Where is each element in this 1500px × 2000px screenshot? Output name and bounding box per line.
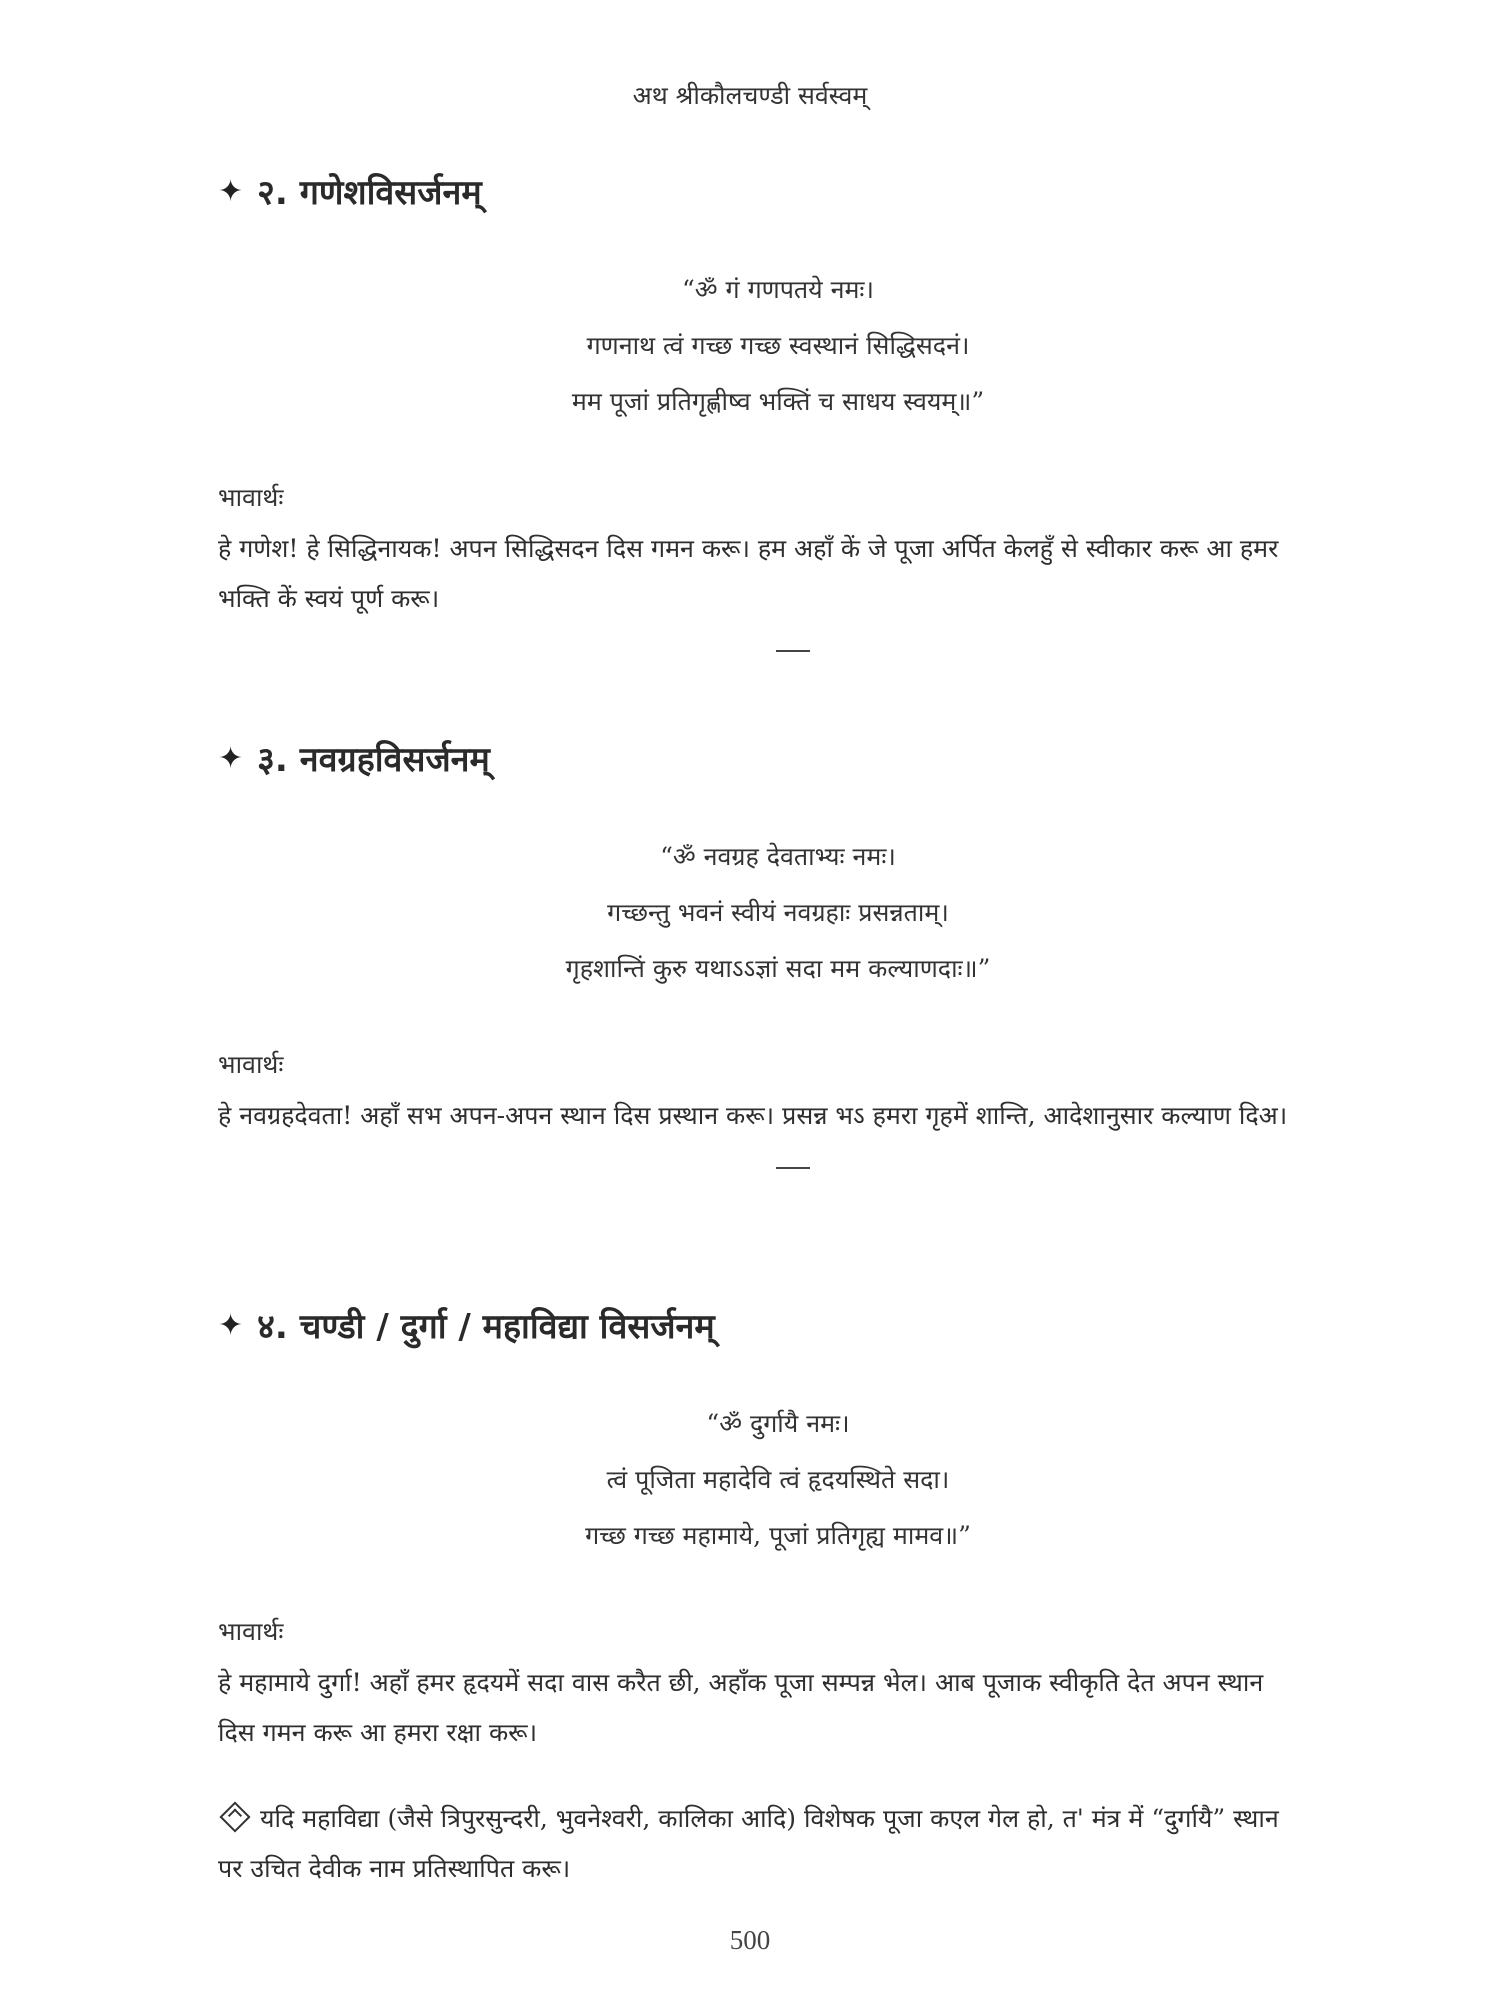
diamond-icon — [219, 1801, 250, 1832]
verse-line: “ॐ नवग्रह देवताभ्यः नमः। — [660, 842, 896, 871]
section-number: ३. — [257, 740, 288, 780]
verse-line: “ॐ गं गणपतये नमः। — [682, 275, 874, 304]
section-separator — [218, 634, 1298, 663]
section-title: गणेशविसर्जनम् — [299, 173, 482, 213]
star-bullet-icon: ✦ — [218, 173, 244, 209]
section-heading — [218, 1302, 1298, 1348]
verse-block — [258, 1396, 1298, 1564]
verse-line: गच्छ गच्छ महामाये, पूजां प्रतिगृह्य मामव॥” — [585, 1521, 971, 1550]
section-heading — [218, 168, 1298, 214]
separator-line — [776, 1167, 810, 1169]
section-durga-visarjan — [218, 1302, 1298, 1894]
meaning-text: हे नवग्रहदेवता! अहाँ सभ अपन-अपन स्थान दिस प्रस्थान करू। प्रसन्न भऽ हमरा गृहमें शान्ति, आदेशानुसार कल्याण दिअ। — [218, 1101, 1288, 1130]
section-number: ४. — [257, 1307, 288, 1347]
meaning-text: हे गणेश! हे सिद्धिनायक! अपन सिद्धिसदन दिस गमन करू। हम अहाँ कें जे पूजा अर्पित केलहुँ से स्वीकार करू आ हमर भक्ति कें स्वयं पूर्ण करू। — [218, 534, 1279, 613]
verse-line: “ॐ दुर्गायै नमः। — [706, 1409, 850, 1438]
meaning-text: हे महामाये दुर्गा! अहाँ हमर हृदयमें सदा वास करैत छी, अहाँक पूजा सम्पन्न भेल। आब पूजाक स्वीकृति देत अपन स्थान दिस गमन करू आ हमरा रक्षा करू। — [218, 1668, 1264, 1747]
verse-line: गच्छन्तु भवनं स्वीयं नवग्रहाः प्रसन्नताम्। — [607, 898, 949, 927]
star-bullet-icon: ✦ — [218, 1307, 244, 1343]
verse-line: मम पूजां प्रतिगृह्णीष्व भक्तिं च साधय स्वयम्॥” — [571, 387, 985, 416]
verse-block — [258, 829, 1298, 997]
meaning-label: भावार्थः — [218, 483, 284, 512]
verse-line: गृहशान्तिं कुरु यथाऽऽज्ञां सदा मम कल्याणदाः॥” — [565, 954, 991, 983]
verse-line: त्वं पूजिता महादेवि त्वं हृदयस्थिते सदा। — [606, 1465, 950, 1494]
section-title: चण्डी / दुर्गा / महाविद्या विसर्जनम् — [299, 1307, 715, 1347]
star-bullet-icon: ✦ — [218, 740, 244, 776]
section-heading — [218, 735, 1298, 781]
note-text: यदि महाविद्या (जैसे त्रिपुरसुन्दरी, भुवनेश्वरी, कालिका आदि) विशेषक पूजा कएल गेल हो, त' मंत्र में “दुर्गायै” स्थान पर उचित देवीक नाम प्रतिस्थापित करू। — [218, 1804, 1279, 1883]
meaning-label: भावार्थः — [218, 1617, 284, 1646]
page-number: 500 — [729, 1925, 771, 1955]
section-ganesh-visarjan — [218, 168, 1298, 663]
section-title: नवग्रहविसर्जनम् — [299, 740, 490, 780]
running-header: अथ श्रीकौलचण्डी सर्वस्वम् — [632, 81, 868, 110]
separator-line — [776, 650, 810, 652]
section-number: २. — [257, 173, 288, 213]
section-navagraha-visarjan — [218, 735, 1298, 1180]
section-separator — [218, 1151, 1298, 1180]
mahavidya-note — [218, 1794, 1298, 1894]
verse-block — [258, 262, 1298, 430]
verse-line: गणनाथ त्वं गच्छ गच्छ स्वस्थानं सिद्धिसदनं। — [586, 331, 970, 360]
meaning-label: भावार्थः — [218, 1050, 284, 1079]
